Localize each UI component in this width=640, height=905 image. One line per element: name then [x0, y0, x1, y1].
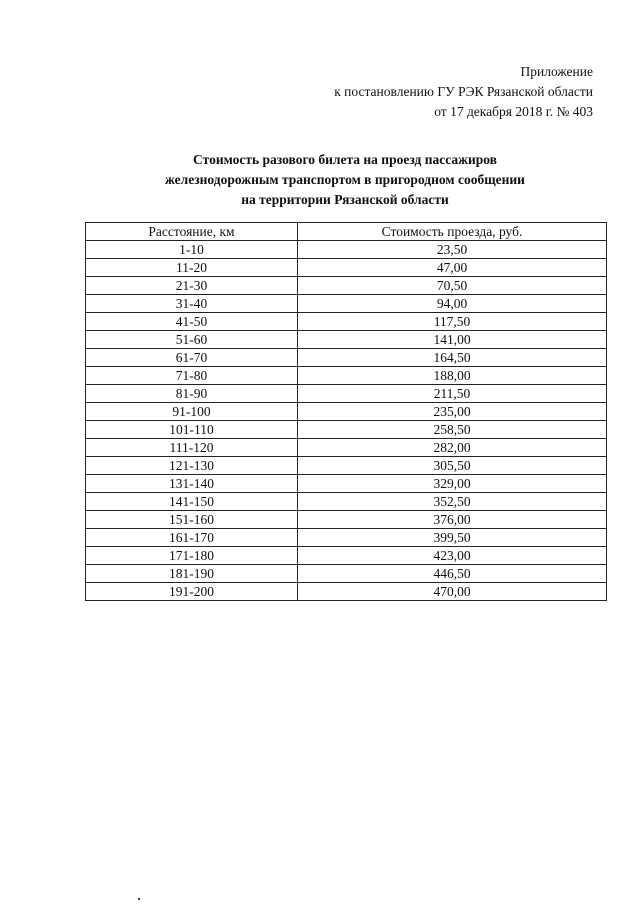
scan-speck	[138, 898, 140, 900]
distance-cell: 41-50	[86, 313, 298, 331]
table-row	[86, 295, 607, 313]
price-cell: 47,00	[298, 259, 607, 277]
table-row	[86, 349, 607, 367]
distance-cell: 141-150	[86, 493, 298, 511]
title-line-1: Стоимость разового билета на проезд пассажиров	[193, 152, 497, 167]
price-cell: 329,00	[298, 475, 607, 493]
distance-cell: 71-80	[86, 367, 298, 385]
distance-cell: 31-40	[86, 295, 298, 313]
table-row	[86, 385, 607, 403]
table-row	[86, 511, 607, 529]
price-cell: 70,50	[298, 277, 607, 295]
title-line-2: железнодорожным транспортом в пригородном сообщении	[165, 172, 525, 187]
table-row	[86, 259, 607, 277]
annex-header	[334, 62, 593, 122]
table-row	[86, 277, 607, 295]
header-distance: Расстояние, км	[86, 223, 298, 241]
fare-table-body	[86, 241, 607, 601]
table-row	[86, 583, 607, 601]
table-header-row	[86, 223, 607, 241]
distance-cell: 181-190	[86, 565, 298, 583]
price-cell: 94,00	[298, 295, 607, 313]
table-row	[86, 457, 607, 475]
annex-line-3: от 17 декабря 2018 г. № 403	[434, 104, 593, 119]
table-row	[86, 241, 607, 259]
price-cell: 141,00	[298, 331, 607, 349]
price-cell: 352,50	[298, 493, 607, 511]
table-row	[86, 313, 607, 331]
distance-cell: 21-30	[86, 277, 298, 295]
table-row	[86, 529, 607, 547]
price-cell: 423,00	[298, 547, 607, 565]
distance-cell: 171-180	[86, 547, 298, 565]
distance-cell: 1-10	[86, 241, 298, 259]
distance-cell: 11-20	[86, 259, 298, 277]
distance-cell: 161-170	[86, 529, 298, 547]
table-row	[86, 565, 607, 583]
distance-cell: 91-100	[86, 403, 298, 421]
distance-cell: 81-90	[86, 385, 298, 403]
price-cell: 117,50	[298, 313, 607, 331]
distance-cell: 151-160	[86, 511, 298, 529]
header-price: Стоимость проезда, руб.	[298, 223, 607, 241]
table-row	[86, 367, 607, 385]
table-row	[86, 331, 607, 349]
price-cell: 211,50	[298, 385, 607, 403]
table-row	[86, 493, 607, 511]
title-line-3: на территории Рязанской области	[241, 192, 449, 207]
price-cell: 305,50	[298, 457, 607, 475]
distance-cell: 101-110	[86, 421, 298, 439]
price-cell: 446,50	[298, 565, 607, 583]
table-row	[86, 439, 607, 457]
fare-table	[85, 222, 607, 601]
price-cell: 164,50	[298, 349, 607, 367]
price-cell: 399,50	[298, 529, 607, 547]
distance-cell: 51-60	[86, 331, 298, 349]
price-cell: 470,00	[298, 583, 607, 601]
price-cell: 258,50	[298, 421, 607, 439]
price-cell: 282,00	[298, 439, 607, 457]
distance-cell: 61-70	[86, 349, 298, 367]
distance-cell: 191-200	[86, 583, 298, 601]
annex-line-2: к постановлению ГУ РЭК Рязанской области	[334, 84, 593, 99]
table-row	[86, 403, 607, 421]
distance-cell: 131-140	[86, 475, 298, 493]
table-row	[86, 421, 607, 439]
price-cell: 235,00	[298, 403, 607, 421]
price-cell: 188,00	[298, 367, 607, 385]
annex-line-1: Приложение	[520, 64, 593, 79]
table-row	[86, 475, 607, 493]
distance-cell: 121-130	[86, 457, 298, 475]
document-title	[85, 150, 605, 210]
table-row	[86, 547, 607, 565]
distance-cell: 111-120	[86, 439, 298, 457]
price-cell: 376,00	[298, 511, 607, 529]
price-cell: 23,50	[298, 241, 607, 259]
